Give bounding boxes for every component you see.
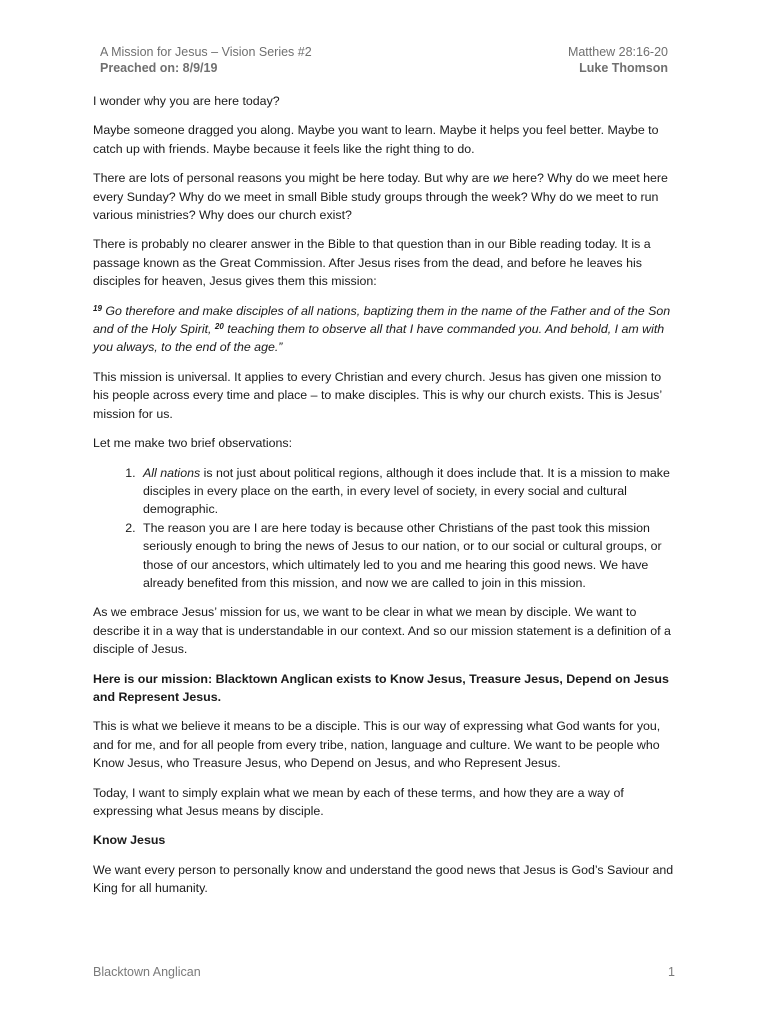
observations-list	[93, 464, 675, 593]
section-heading: Know Jesus	[93, 833, 166, 848]
header-left	[100, 44, 312, 76]
verse-number: 20	[214, 322, 224, 332]
emphasis: we	[492, 171, 509, 186]
paragraph: Today, I want to simply explain what we mean by each of these terms, and how they are a way of expressing what Jesus means by disciple.	[93, 785, 624, 818]
scripture-quote	[93, 302, 675, 357]
bible-passage: Matthew 28:16-20	[567, 45, 668, 59]
text-run: Go therefore and make disciples of all nations, baptizing them in the name of the Father and of the Son and of the Holy Spirit,	[93, 303, 671, 337]
list-item	[139, 464, 675, 519]
text-run: here? Why do we meet here every Sunday? Why do we meet in small Bible study groups through the week? Why do we meet to run various ministries? Why does our church exist?	[93, 171, 668, 223]
paragraph	[93, 169, 675, 224]
page-number: 1	[668, 965, 675, 979]
header-right	[568, 44, 668, 76]
text-run: is not just about political regions, although it does include that. It is a mission to make disciples in every place on the earth, in every level of society, in every social and cultural demographic.	[143, 465, 670, 517]
paragraph: We want every person to personally know and understand the good news that Jesus is God’s Saviour and King for all humanity.	[93, 862, 674, 896]
paragraph: There is probably no clearer answer in the Bible to that question than in our Bible reading today. It is a passage known as the Great Commission. After Jesus rises from the dead, and before he leaves his disciples for heaven, Jesus gives them this mission:	[93, 237, 651, 289]
list-item: 2. The reason you are I are here today is because other Christians of the past took this mission seriously enough to bring the news of Jesus to our nation, or to our social or cultural groups, or those of our ancestors, which ultimately led to you and me hearing this good news. We have already benefited from this mission, and now we are called to join in this mission.	[139, 519, 675, 593]
sermon-body	[93, 92, 675, 909]
paragraph: Maybe someone dragged you along. Maybe you want to learn. Maybe it helps you feel better. Maybe to catch up with friends. Maybe because it feels like the right thing to do.	[93, 123, 659, 156]
mission-statement: Here is our mission: Blacktown Anglican exists to Know Jesus, Treasure Jesus, Depend on Jesus and Represent Jesus.	[93, 671, 669, 704]
paragraph: This is what we believe it means to be a disciple. This is our way of expressing what God wants for you, and for me, and for all people from every tribe, nation, language and culture. We want to be people who Know Jesus, who Treasure Jesus, who Depend on Jesus, and who Represent Jesus.	[93, 719, 661, 771]
footer-org: Blacktown Anglican	[93, 965, 201, 979]
sermon-title: A Mission for Jesus – Vision Series #2	[100, 45, 312, 59]
verse-number: 19	[93, 303, 102, 313]
paragraph: Let me make two brief observations:	[93, 436, 293, 451]
text-run: There are lots of personal reasons you might be here today. But why are	[93, 171, 493, 186]
paragraph: I wonder why you are here today?	[93, 94, 280, 108]
preached-date: Preached on: 8/9/19	[100, 61, 218, 75]
text-run: teaching them to observe all that I have commanded you. And behold, I am with you always, to the end of the age.”	[93, 322, 665, 355]
speaker-name: Luke Thomson	[579, 61, 668, 75]
emphasis: All nations	[143, 465, 201, 480]
paragraph: This mission is universal. It applies to every Christian and every church. Jesus has given one mission to his people across every time and place – to make disciples. This is why our church exists. This is Jesus’ mission for us.	[93, 369, 662, 421]
paragraph: As we embrace Jesus’ mission for us, we want to be clear in what we mean by disciple. We want to describe it in a way that is understandable in our context. And so our mission statement is a definition of a disciple of Jesus.	[93, 605, 671, 657]
